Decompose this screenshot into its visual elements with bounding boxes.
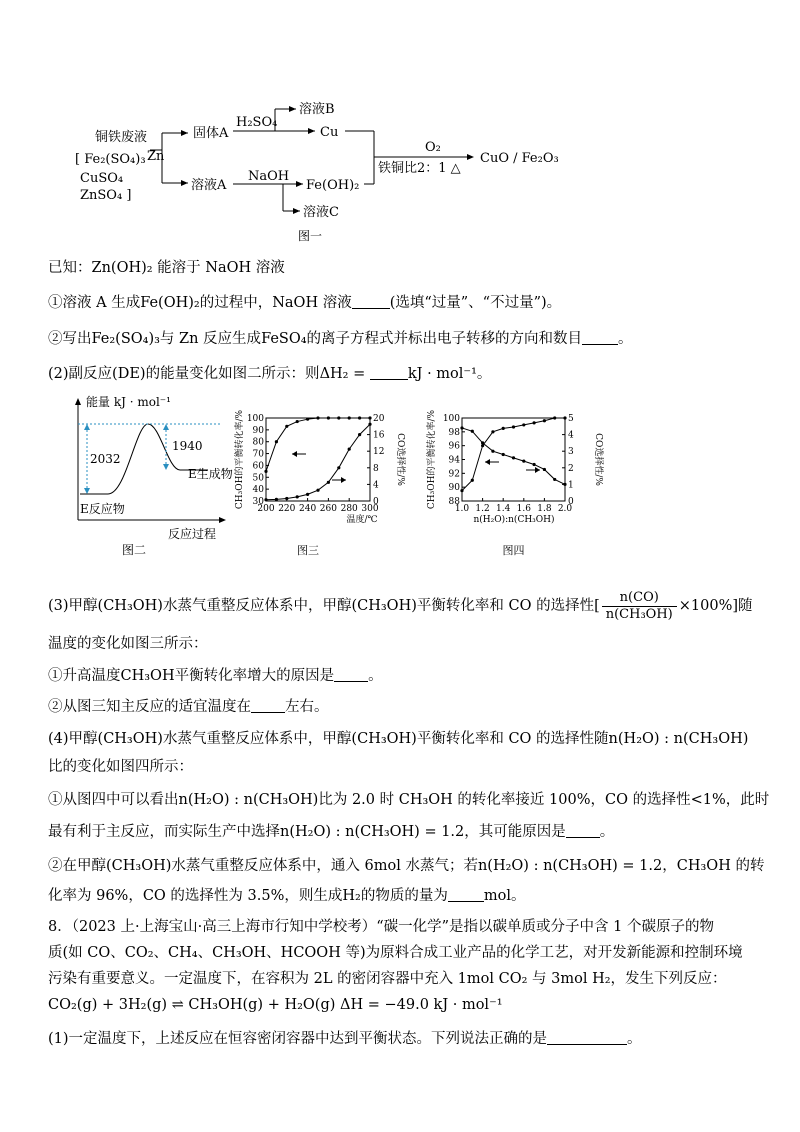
data-point bbox=[471, 430, 474, 433]
fig1-product: CuO / Fe₂O₃ bbox=[480, 151, 559, 166]
data-point bbox=[533, 463, 536, 466]
y2-tick-label: 0 bbox=[568, 497, 574, 507]
x-tick-label: 1.6 bbox=[516, 504, 531, 514]
data-point bbox=[358, 416, 361, 419]
question-4-1-line1: ①从图四中可以看出n(H₂O) : n(CH₃OH)比为 2.0 时 CH₃OH 的转化率接近 100%，CO 的选择性<1%，此时 bbox=[48, 792, 770, 808]
question-8-line3: 污染有重要意义。一定温度下，在容积为 2L 的密闭容器中充入 1mol CO₂ 与 3mol H₂，发生下列反应： bbox=[48, 971, 727, 987]
answer-blank[interactable] bbox=[251, 698, 285, 713]
axis-indicator-arrowhead bbox=[485, 459, 490, 465]
data-point bbox=[563, 483, 566, 486]
data-point bbox=[512, 456, 515, 459]
fig2-caption: 图二 bbox=[122, 543, 147, 557]
x-tick-label: 280 bbox=[340, 504, 358, 514]
data-point bbox=[543, 468, 546, 471]
y-tick-label: 94 bbox=[448, 455, 460, 466]
fig1-cu: Cu bbox=[320, 125, 339, 140]
data-point bbox=[563, 416, 566, 419]
data-point bbox=[522, 423, 525, 426]
data-point bbox=[285, 497, 288, 500]
y-axis-label: CH₃OH的平衡转化率/% bbox=[235, 409, 245, 510]
data-point bbox=[522, 460, 525, 463]
axis-indicator-arrowhead bbox=[535, 467, 540, 473]
answer-blank[interactable] bbox=[352, 294, 390, 309]
question-4-2-line2: 化率为 96%，CO 的选择性为 3.5%，则生成H₂的物质的量为 mol。 bbox=[48, 888, 526, 904]
data-point bbox=[553, 478, 556, 481]
y-axis-label: CH₃OH的平衡转化率/% bbox=[427, 409, 437, 510]
data-point bbox=[275, 498, 278, 501]
fig1-solution-c: 溶液C bbox=[303, 205, 339, 220]
data-point bbox=[348, 416, 351, 419]
data-point bbox=[471, 479, 474, 482]
x-tick-label: 200 bbox=[257, 504, 275, 514]
question-4-2-line1: ②在甲醇(CH₃OH)水蒸气重整反应体系中，通入 6mol 水蒸气；若n(H₂O) : n(CH₃OH) = 1.2，CH₃OH 的转 bbox=[48, 858, 765, 874]
axis-indicator-arrowhead bbox=[292, 451, 297, 457]
fig1-source-zn: ZnSO₄ ] bbox=[80, 188, 132, 203]
series-line-1 bbox=[266, 418, 370, 471]
chart-caption: 图四 bbox=[502, 544, 525, 557]
question-1b: ②写出Fe₂(SO₄)₃与 Zn 反应生成FeSO₄的离子方程式并标出电子转移的方向和数目 。 bbox=[48, 331, 633, 347]
fig1-source-cu: CuSO₄ bbox=[80, 171, 124, 186]
data-point bbox=[368, 416, 371, 419]
data-point bbox=[275, 440, 278, 443]
answer-blank[interactable] bbox=[334, 667, 368, 682]
x-tick-label: 1.0 bbox=[454, 504, 470, 514]
x-tick-label: 220 bbox=[278, 504, 296, 514]
y-tick-label: 96 bbox=[448, 441, 460, 452]
x-tick-label: 300 bbox=[361, 504, 379, 514]
data-point bbox=[533, 421, 536, 424]
fig2-ylabel: 能量 kJ · mol⁻¹ bbox=[86, 395, 171, 409]
data-point bbox=[348, 448, 351, 451]
y-tick-label: 50 bbox=[252, 473, 264, 484]
y-tick-label: 70 bbox=[252, 449, 264, 460]
answer-blank[interactable] bbox=[448, 887, 484, 902]
question-8-line2: 质(如 CO、CO₂、CH₄、CH₃OH、HCOOH 等)为原料合成工业产品的化学工艺，对开发新能源和控制环境 bbox=[48, 945, 743, 961]
y2-tick-label: 20 bbox=[373, 414, 385, 424]
y2-tick-label: 0 bbox=[373, 497, 379, 507]
x-tick-label: 240 bbox=[299, 504, 317, 514]
data-point bbox=[502, 453, 505, 456]
y-tick-label: 40 bbox=[252, 485, 264, 496]
y-tick-label: 60 bbox=[252, 461, 264, 472]
data-point bbox=[296, 495, 299, 498]
x-tick-label: 260 bbox=[319, 504, 337, 514]
axis-indicator-arrowhead bbox=[341, 477, 346, 483]
data-point bbox=[327, 481, 330, 484]
co-selectivity-fraction: $\frac{n(CO)}{\text{n(CH₃OH)}}$ bbox=[602, 590, 677, 623]
x-tick-label: 1.2 bbox=[475, 504, 490, 514]
y2-tick-label: 4 bbox=[373, 480, 379, 491]
y-tick-label: 100 bbox=[246, 414, 264, 424]
y-tick-label: 88 bbox=[448, 497, 460, 507]
answer-blank[interactable] bbox=[370, 365, 408, 380]
figure-2-energy-diagram bbox=[0, 390, 240, 560]
fig1-fe-oh-2: Fe(OH)₂ bbox=[306, 178, 360, 193]
x-axis-label: 温度/℃ bbox=[346, 515, 378, 525]
question-1a: ①溶液 A 生成Fe(OH)₂的过程中，NaOH 溶液 (选填“过量”、“不过量”)。 bbox=[48, 295, 562, 311]
fig2-xlabel: 反应过程 bbox=[168, 527, 217, 541]
question-8-equation: CO₂(g) + 3H₂(g) ⇌ CH₃OH(g) + H₂O(g) ΔH = −49.0 kJ · mol⁻¹ bbox=[48, 997, 503, 1013]
data-point bbox=[337, 466, 340, 469]
data-point bbox=[553, 416, 556, 419]
fig1-source-name: 铜铁废液 bbox=[95, 130, 148, 145]
fig1-caption: 图一 bbox=[298, 229, 323, 243]
data-point bbox=[512, 425, 515, 428]
data-point bbox=[368, 423, 371, 426]
y2-tick-label: 1 bbox=[568, 480, 574, 491]
data-point bbox=[306, 418, 309, 421]
fig1-solution-a: 溶液A bbox=[191, 178, 227, 193]
question-3-2: ②从图三知主反应的适宜温度在 左右。 bbox=[48, 699, 329, 715]
question-2: (2)副反应(DE)的能量变化如图二所示：则ΔH₂ = kJ · mol⁻¹。 bbox=[48, 366, 492, 382]
y-tick-label: 90 bbox=[448, 483, 460, 494]
series-line-2 bbox=[462, 428, 565, 484]
plot-frame bbox=[266, 418, 370, 501]
answer-blank[interactable] bbox=[547, 1030, 627, 1045]
fig1-h2so4: H₂SO₄ bbox=[236, 115, 278, 130]
fig1-zn-label: Zn bbox=[147, 149, 165, 164]
data-point bbox=[481, 441, 484, 444]
fig2-product-label: E生成物 bbox=[188, 467, 233, 481]
data-point bbox=[491, 430, 494, 433]
figure-3-chart bbox=[230, 402, 415, 560]
question-8-line1: 8．（2023 上·上海宝山·高三上海市行知中学校考）“碳一化学”是指以碳单质或分子中含 1 个碳原子的物 bbox=[48, 919, 714, 935]
x-tick-label: 2.0 bbox=[557, 504, 573, 514]
data-point bbox=[316, 489, 319, 492]
y2-tick-label: 5 bbox=[568, 414, 574, 424]
data-point bbox=[358, 433, 361, 436]
data-point bbox=[543, 419, 546, 422]
known-line: 已知：Zn(OH)₂ 能溶于 NaOH 溶液 bbox=[48, 260, 285, 276]
data-point bbox=[316, 416, 319, 419]
y2-tick-label: 16 bbox=[373, 430, 385, 441]
series-line-1 bbox=[462, 418, 565, 491]
data-point bbox=[337, 416, 340, 419]
y2-tick-label: 3 bbox=[568, 447, 574, 458]
answer-blank[interactable] bbox=[566, 823, 600, 838]
chart-caption: 图三 bbox=[297, 544, 319, 557]
x-tick-label: 1.8 bbox=[537, 504, 552, 514]
y2-tick-label: 4 bbox=[568, 430, 574, 441]
y2-axis-label: CO选择性/% bbox=[395, 433, 405, 486]
answer-blank[interactable] bbox=[582, 330, 618, 345]
y-tick-label: 100 bbox=[442, 414, 460, 424]
fig1-o2: O₂ bbox=[425, 140, 441, 155]
fig1-ratio: 铁铜比2：1 △ bbox=[378, 161, 461, 176]
figure-1-flowchart bbox=[0, 0, 800, 245]
data-point bbox=[264, 470, 267, 473]
y2-tick-label: 2 bbox=[568, 463, 574, 474]
y-tick-label: 90 bbox=[252, 425, 264, 436]
y-tick-label: 92 bbox=[448, 469, 460, 480]
fig2-value-1940: 1940 bbox=[172, 439, 203, 453]
question-4-line1: (4)甲醇(CH₃OH)水蒸气重整反应体系中，甲醇(CH₃OH)平衡转化率和 CO 的选择性随n(H₂O) : n(CH₃OH) bbox=[48, 731, 749, 747]
data-point bbox=[264, 498, 267, 501]
y-tick-label: 98 bbox=[448, 427, 460, 438]
data-point bbox=[481, 444, 484, 447]
data-point bbox=[296, 420, 299, 423]
y-tick-label: 80 bbox=[252, 437, 264, 448]
question-4-line2: 比的变化如图四所示： bbox=[48, 759, 193, 775]
y2-tick-label: 12 bbox=[373, 447, 385, 458]
data-point bbox=[285, 425, 288, 428]
fig2-reactant-label: E反应物 bbox=[80, 502, 125, 516]
figure-4-chart bbox=[422, 402, 612, 560]
fig1-source-fe: [ Fe₂(SO₄)₃ bbox=[75, 152, 146, 167]
data-point bbox=[491, 450, 494, 453]
y2-tick-label: 8 bbox=[373, 463, 379, 474]
data-point bbox=[460, 426, 463, 429]
fig1-solution-b: 溶液B bbox=[299, 102, 335, 117]
question-3-line2: 温度的变化如图三所示： bbox=[48, 636, 208, 652]
plot-frame bbox=[462, 418, 565, 501]
question-3-line1: (3)甲醇(CH₃OH)水蒸气重整反应体系中，甲醇(CH₃OH)平衡转化率和 CO 的选择性[ $\frac{n(CO)}{\text{n(CH₃OH)}}$ ×100%]随 bbox=[48, 589, 753, 622]
data-point bbox=[306, 493, 309, 496]
y-tick-label: 30 bbox=[252, 497, 264, 507]
fig1-solid-a: 固体A bbox=[193, 126, 229, 141]
fig1-naoh: NaOH bbox=[248, 169, 290, 184]
x-axis-label: n(H₂O):n(CH₃OH) bbox=[473, 515, 555, 525]
question-8-1: (1)一定温度下，上述反应在恒容密闭容器中达到平衡状态。下列说法正确的是 。 bbox=[48, 1031, 642, 1047]
question-4-1-line2: 最有利于主反应，而实际生产中选择n(H₂O) : n(CH₃OH) = 1.2，其可能原因是 。 bbox=[48, 824, 615, 840]
fig2-value-2032: 2032 bbox=[90, 452, 121, 466]
x-tick-label: 1.4 bbox=[496, 504, 511, 514]
series-line-2 bbox=[266, 424, 370, 500]
data-point bbox=[502, 427, 505, 430]
data-point bbox=[327, 416, 330, 419]
question-3-1: ①升高温度CH₃OH平衡转化率增大的原因是 。 bbox=[48, 668, 383, 684]
data-point bbox=[460, 489, 463, 492]
y2-axis-label: CO选择性/% bbox=[593, 433, 603, 486]
